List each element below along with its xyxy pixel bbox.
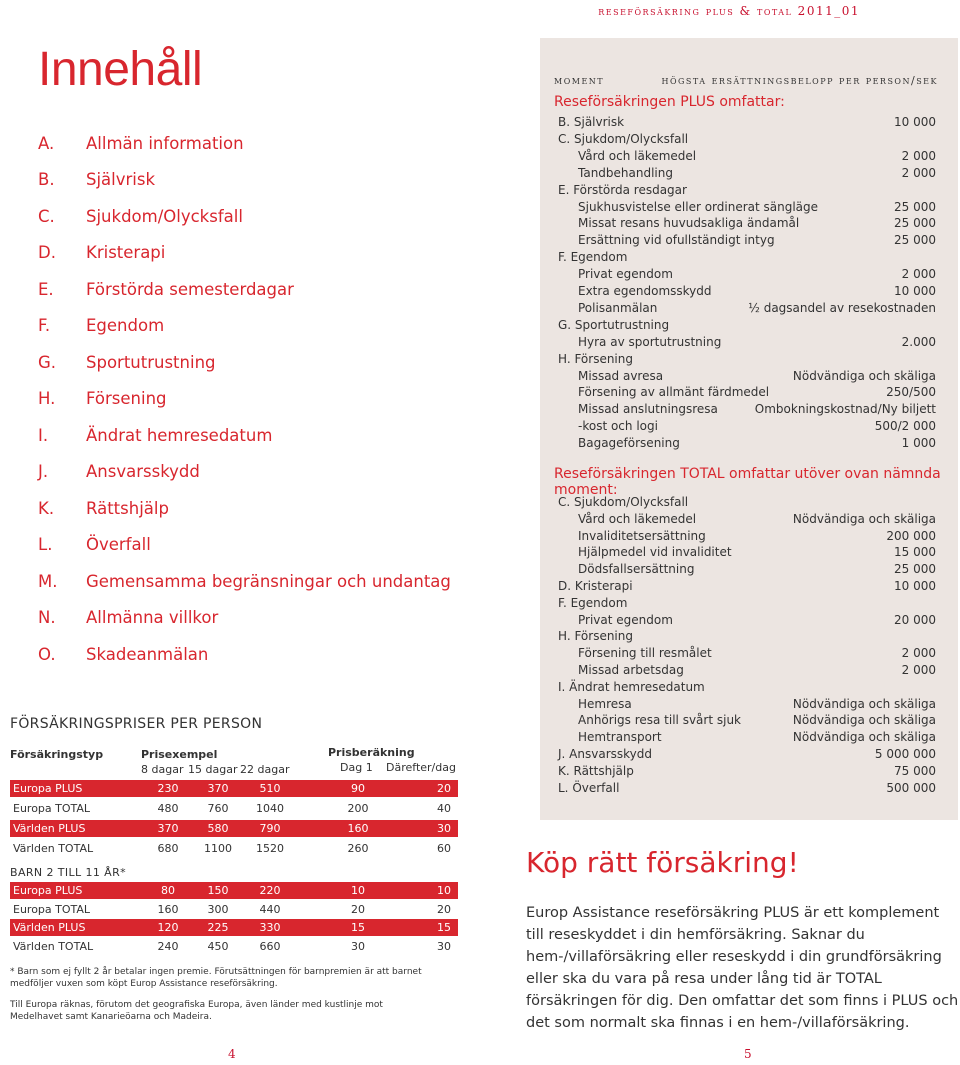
prices-title: FÖRSÄKRINGSPRISER PER PERSON [10,716,263,732]
price-row-name: Europa TOTAL [13,802,91,815]
sub-15-days: 15 dagar [188,763,238,776]
coverage-amount: 2 000 [901,165,936,180]
coverage-amount: 25 000 [894,216,936,231]
coverage-item: Privat egendom [578,267,673,282]
coverage-amount: 10 000 [894,284,936,298]
coverage-item: Privat egendom [578,612,673,627]
coverage-line [558,747,936,763]
toc-item[interactable] [38,125,451,162]
coverage-item: Bagageförsening [578,436,680,451]
panel-header [554,74,938,87]
toc-label: Allmänna villkor [86,608,219,628]
toc-label: Sjukdom/Olycksfall [86,206,243,226]
running-header: reseförsäkring plus & total 2011_01 [598,4,860,18]
coverage-line [558,284,936,300]
coverage-item: Missad anslutningsresa [578,402,718,417]
price-cell-d22: 510 [259,782,281,795]
coverage-line [558,730,936,746]
coverage-item: L. Överfall [558,780,620,795]
price-cell-d8: 370 [157,822,179,835]
toc-letter: J. [38,462,49,482]
price-cell-d22: 1040 [256,802,284,815]
price-cell-dag1: 20 [351,902,365,916]
coverage-line [558,629,936,645]
coverage-amount: 2 000 [901,646,936,661]
price-cell-d15: 150 [207,884,229,897]
page-number-right: 5 [744,1047,752,1061]
toc-letter: B. [38,170,55,190]
toc-letter: A. [38,133,55,153]
toc-label: Rättshjälp [86,498,169,518]
coverage-amount: Nödvändiga och skäliga [792,368,936,383]
toc-letter: N. [38,608,56,628]
price-row-name: Europa TOTAL [13,902,91,916]
coverage-line [558,132,936,148]
coverage-line [558,352,936,368]
coverage-line [558,318,936,334]
price-row [10,938,458,955]
coverage-amount: 15 000 [894,545,936,560]
coverage-line [558,301,936,317]
coverage-line [558,233,936,249]
toc-letter: I. [38,425,49,445]
price-cell-after: 20 [437,782,451,795]
buy-heading: Köp rätt försäkring! [526,846,799,879]
coverage-item: Hemresa [578,696,632,711]
coverage-line [558,512,936,528]
coverage-line [558,183,936,199]
coverage-item: Försening till resmålet [578,646,712,661]
page-number-left: 4 [228,1047,236,1061]
price-cell-d22: 220 [259,884,281,897]
coverage-item: D. Kristerapi [558,579,633,593]
coverage-amount: 5 000 000 [874,747,936,761]
toc-label: Överfall [86,535,151,555]
coverage-line [558,267,936,283]
coverage-line [558,335,936,351]
toc-letter: C. [38,206,55,226]
toc-item[interactable] [38,198,451,235]
coverage-item: Sjukhusvistelse eller ordinerat sängläge [578,199,819,214]
coverage-item: J. Ansvarsskydd [558,747,652,761]
price-row [10,820,458,837]
coverage-line [558,250,936,266]
coverage-line [558,149,936,165]
price-cell-d8: 120 [157,921,179,934]
coverage-line [558,781,936,797]
toc-item[interactable] [38,563,451,600]
price-row-name: Europa PLUS [13,782,83,795]
page-title: Innehåll [38,43,203,96]
price-cell-d22: 440 [259,902,281,916]
price-row-name: Världen PLUS [13,921,86,934]
coverage-item: E. Förstörda resdagar [558,182,687,197]
toc-letter: E. [38,279,54,299]
coverage-amount: Nödvändiga och skäliga [792,713,936,728]
coverage-line [558,713,936,729]
coverage-item: -kost och logi [578,419,658,434]
coverage-item: Hemtransport [578,730,662,745]
toc-label: Sportutrustning [86,352,216,372]
coverage-line [558,646,936,662]
price-cell-after: 30 [437,939,451,953]
toc-label: Ändrat hemresedatum [86,425,273,445]
coverage-amount: 20 000 [894,612,936,627]
price-cell-after: 15 [437,921,451,934]
coverage-amount: 2 000 [901,267,936,282]
price-cell-dag1: 200 [347,802,369,815]
toc-label: Kristerapi [86,243,166,263]
children-title: BARN 2 TILL 11 ÅR* [10,866,127,879]
toc-label: Självrisk [86,170,156,190]
coverage-line [558,495,936,511]
toc-letter: G. [38,352,57,372]
coverage-line [558,663,936,679]
col-example-header: Prisexempel [141,748,218,761]
price-cell-d8: 160 [157,902,179,916]
coverage-item: I. Ändrat hemresedatum [558,679,705,694]
price-cell-dag1: 260 [347,842,369,855]
price-cell-d8: 80 [161,884,175,897]
buy-text: Europ Assistance reseförsäkring PLUS är ett komplement till reseskyddet i din hemförsäkring. Saknar du hem-/villaförsäkring eller reseskydd i din grundförsäkring eller ska du vara på resa under lång tid är TOTAL försäkringen för dig. Den omfattar det som finns i PLUS och det som normalt ska finnas i en hem-/villaförsäkring. [526,905,959,1031]
price-cell-after: 30 [437,822,451,835]
price-cell-d15: 450 [207,939,229,953]
coverage-line [558,115,936,131]
coverage-line [558,200,936,216]
price-row [10,840,458,857]
coverage-amount: 500 000 [886,780,936,795]
coverage-amount: Ombokningskostnad/Ny biljett [754,402,936,417]
coverage-item: B. Självrisk [558,115,625,129]
coverage-item: H. Försening [558,629,633,644]
header-moment: moment [554,74,605,87]
toc-item[interactable] [38,527,451,564]
price-cell-dag1: 160 [347,822,369,835]
coverage-line [558,697,936,713]
coverage-item: Missad arbetsdag [578,663,684,677]
toc-item[interactable] [38,490,451,527]
toc-item[interactable] [38,600,451,637]
coverage-amount: 25 000 [894,562,936,577]
coverage-item: Tandbehandling [578,165,673,180]
toc-letter: O. [38,644,56,664]
coverage-amount: 10 000 [894,579,936,593]
price-row-name: Europa PLUS [13,884,83,897]
coverage-amount: 25 000 [894,199,936,214]
footnote-europe: Till Europa räknas, förutom det geografiska Europa, även länder med kustlinje mot Medelhavet samt Kanarieöarna och Madeira. [10,1000,383,1022]
price-cell-d22: 660 [259,939,281,953]
col-calc-header: Prisberäkning [328,746,415,759]
price-row [10,800,458,817]
coverage-item: F. Egendom [558,250,628,265]
coverage-amount: 10 000 [894,115,936,129]
coverage-amount: 2.000 [901,334,936,349]
price-cell-d15: 370 [207,782,229,795]
coverage-item: C. Sjukdom/Olycksfall [558,495,689,509]
toc-letter: M. [38,571,58,591]
coverage-item: Vård och läkemedel [578,148,697,163]
coverage-amount: 75 000 [894,763,936,778]
price-cell-d22: 1520 [256,842,284,855]
sub-day1: Dag 1 [340,761,373,774]
coverage-amount: Nödvändiga och skäliga [792,511,936,526]
col-type-header: Försäkringstyp [10,748,104,761]
coverage-line [558,402,936,418]
coverage-item: Extra egendomsskydd [578,284,712,298]
coverage-amount: 1 000 [901,436,936,451]
toc-label: Allmän information [86,133,244,153]
coverage-amount: Nödvändiga och skäliga [792,730,936,745]
coverage-item: H. Försening [558,351,633,366]
price-cell-dag1: 15 [351,921,365,934]
coverage-amount: 500/2 000 [874,419,936,434]
toc-letter: F. [38,316,51,336]
price-cell-d15: 580 [207,822,229,835]
coverage-item: Missad avresa [578,368,664,383]
price-row [10,901,458,918]
coverage-line [558,613,936,629]
price-cell-d8: 680 [157,842,179,855]
coverage-line [558,385,936,401]
toc-letter: L. [38,535,53,555]
price-row-name: Världen TOTAL [13,842,94,855]
coverage-amount: 200 000 [886,528,936,543]
coverage-item: Försening av allmänt färdmedel [578,385,770,400]
coverage-amount: 2 000 [901,148,936,163]
price-cell-d15: 760 [207,802,229,815]
price-cell-after: 60 [437,842,451,855]
toc-label: Förstörda semesterdagar [86,279,294,299]
toc-item[interactable] [38,308,451,345]
toc-item[interactable] [38,271,451,308]
toc-item[interactable] [38,344,451,381]
coverage-line [558,436,936,452]
coverage-amount: 25 000 [894,233,936,248]
toc-letter: H. [38,389,56,409]
coverage-panel [540,38,958,820]
price-cell-d22: 330 [259,921,281,934]
toc-label: Ansvarsskydd [86,462,200,482]
price-row [10,882,458,899]
coverage-item: F. Egendom [558,595,628,610]
toc-item[interactable] [38,381,451,418]
coverage-item: Hjälpmedel vid invaliditet [578,545,732,560]
coverage-line [558,166,936,182]
toc-item[interactable] [38,235,451,272]
coverage-line [558,545,936,561]
coverage-amount: ½ dagsandel av resekostnaden [748,300,936,315]
coverage-item: Hyra av sportutrustning [578,334,722,349]
price-cell-d8: 240 [157,939,179,953]
coverage-line [558,369,936,385]
coverage-item: Invaliditetsersättning [578,528,706,543]
coverage-item: G. Sportutrustning [558,317,670,332]
coverage-amount: 250/500 [886,385,936,400]
header-max-amount: högsta ersättningsbelopp per person/sek [661,74,938,87]
price-cell-dag1: 30 [351,939,365,953]
price-cell-d15: 225 [207,921,229,934]
sub-22-days: 22 dagar [240,763,290,776]
total-coverage-title: Reseförsäkringen TOTAL omfattar utöver ovan nämnda moment: [554,466,941,498]
price-row [10,780,458,797]
toc-label: Försening [86,389,167,409]
toc-item[interactable] [38,636,451,673]
toc-letter: D. [38,243,56,263]
coverage-line [558,216,936,232]
price-cell-d15: 1100 [204,842,232,855]
coverage-item: Vård och läkemedel [578,511,697,526]
toc-label: Gemensamma begränsningar och undantag [86,571,451,591]
coverage-amount: Nödvändiga och skäliga [792,696,936,711]
coverage-item: K. Rättshjälp [558,763,634,778]
price-cell-after: 40 [437,802,451,815]
coverage-item: Ersättning vid ofullständigt intyg [578,233,775,248]
toc-letter: K. [38,498,55,518]
coverage-item: Missat resans huvudsakliga ändamål [578,216,800,231]
coverage-item: Dödsfallsersättning [578,562,695,577]
toc-item[interactable] [38,454,451,491]
price-cell-d22: 790 [259,822,281,835]
price-cell-d15: 300 [207,902,229,916]
price-cell-d8: 480 [157,802,179,815]
coverage-line [558,764,936,780]
sub-after: Därefter/dag [386,761,456,774]
coverage-item: Anhörigs resa till svårt sjuk [578,713,742,728]
toc-label: Egendom [86,316,165,336]
price-row-name: Världen TOTAL [13,939,94,953]
table-of-contents [38,125,451,673]
price-row-name: Världen PLUS [13,822,86,835]
price-cell-after: 20 [437,902,451,916]
coverage-item: C. Sjukdom/Olycksfall [558,131,689,146]
sub-8-days: 8 dagar [141,763,184,776]
toc-label: Skadeanmälan [86,644,209,664]
coverage-line [558,529,936,545]
coverage-line [558,579,936,595]
coverage-line [558,596,936,612]
price-cell-d8: 230 [157,782,179,795]
coverage-line [558,419,936,435]
coverage-item: Polisanmälan [578,300,658,315]
price-cell-dag1: 90 [351,782,365,795]
toc-item[interactable] [38,417,451,454]
footnote-children: * Barn som ej fyllt 2 år betalar ingen premie. Förutsättningen för barnpremien är att barnet medföljer vuxen som köpt Europ Assistance reseförsäkring. [10,967,422,989]
coverage-line [558,562,936,578]
coverage-line [558,680,936,696]
coverage-amount: 2 000 [901,663,936,677]
price-cell-dag1: 10 [351,884,365,897]
plus-coverage-title: Reseförsäkringen PLUS omfattar: [554,94,785,110]
price-row [10,919,458,936]
price-cell-after: 10 [437,884,451,897]
toc-item[interactable] [38,162,451,199]
